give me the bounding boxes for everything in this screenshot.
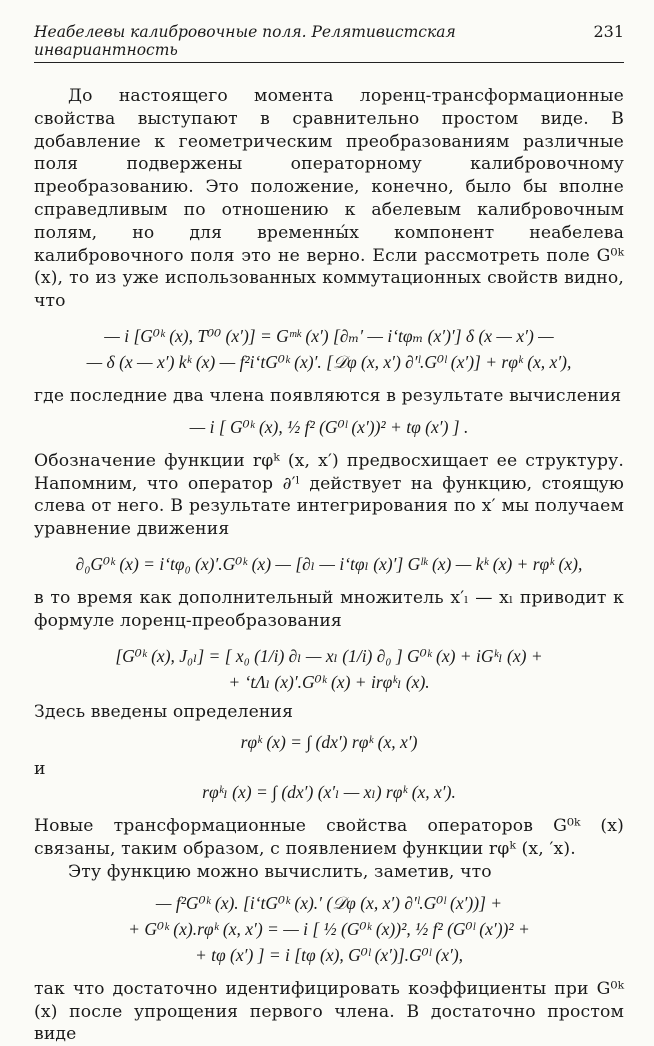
running-header [34,22,624,63]
equation-commutator-line-2: — δ (x — x′) kᵏ (x) — f²i‘tG⁰ᵏ (x)′. [𝒟φ (x, x′) ∂′ˡ.G⁰ˡ (x′)] + rφᵏ (x, x′), [86,351,572,372]
header-title: Неабелевы калибровочные поля. Релятивистская инвариантность [34,23,456,59]
book-page [34,22,624,1046]
paragraph-intro: До настоящего момента лоренц-трансформационные свойства выступают в сравнительно простом виде. В добавление к геометрическим преобразованиям различные поля подвержены операторному калибровочному преобразованию. Это положение, конечно, было бы вполне справедливым по отношению к абелевым калибровочным полям, но для временны́х компонент неабелева калибровочного поля это не верно. Если рассмотреть поле G⁰ᵏ (x), то из уже использованных коммутационных свойств видно, что [34,86,624,312]
equation-definition-r: rφᵏ (x) = ∫ (dx′) rφᵏ (x, x′) [240,732,418,753]
paragraph-last-terms: где последние два члена появляются в результате вычисления [34,385,622,406]
conjunction-and: и [34,759,46,780]
equation-computation: — i [ G⁰ᵏ (x), ½ f² (G⁰ˡ (x′))² + tφ (x′) ] . [189,416,469,437]
equation-identity-line-3: + tφ (x′) ] = i [tφ (x), G⁰ˡ (x′)].G⁰ˡ (x′), [194,944,464,965]
paragraph-definitions: Здесь введены определения [34,701,294,722]
equation-motion: ∂₀G⁰ᵏ (x) = i‘tφ₀ (x)′.G⁰ᵏ (x) — [∂ₗ — i‘tφₗ (x)′] Gˡᵏ (x) — kᵏ (x) + rφᵏ (x), [75,553,583,574]
equation-lorentz-line-2: + ‘tΛₗ (x)′.G⁰ᵏ (x) + irφᵏₗ (x). [228,671,430,692]
page-number: 231 [593,22,624,41]
paragraph-notation: Обозначение функции rφᵏ (x, x′) предвосхищает ее структуру. Напомним, что оператор ∂′ˡ действует на функцию, стоящую слева от него. В результате интегрирования по x′ мы получаем уравнение движения [34,450,624,540]
equation-identity-line-2: + G⁰ᵏ (x).rφᵏ (x, x′) = — i [ ½ (G⁰ᵏ (x))², ½ f² (G⁰ˡ (x′))² + [128,918,530,939]
paragraph-extra-factor: в то время как дополнительный множитель x′ₗ — xₗ приводит к формуле лоренц-преобразования [34,587,624,631]
paragraph-new-properties: Новые трансформационные свойства операторов G⁰ᵏ (x) связаны, таким образом, с появлением функции rφᵏ (x, ′x). [34,816,624,860]
equation-lorentz-line-1: [G⁰ᵏ (x), J₀ₗ] = [ x₀ (1/i) ∂ₗ — xₗ (1/i) ∂₀ ] G⁰ᵏ (x) + iGᵏₗ (x) + [115,645,543,666]
equation-commutator-line-1: — i [G⁰ᵏ (x), T⁰⁰ (x′)] = Gᵐᵏ (x′) [∂ₘ′ — i‘tφₘ (x′)′] δ (x — x′) — [104,325,554,346]
equation-definition-rl: rφᵏₗ (x) = ∫ (dx′) (x′ₗ — xₗ) rφᵏ (x, x′). [202,782,456,803]
equation-identity-line-1: — f²G⁰ᵏ (x). [i‘tG⁰ᵏ (x).′ (𝒟φ (x, x′) ∂′ˡ.G⁰ˡ (x′))] + [155,892,503,913]
paragraph-closing: так что достаточно идентифицировать коэффициенты при G⁰ᵏ (x) после упрощения первого члена. В достаточно простом виде [34,978,624,1045]
paragraph-compute: Эту функцию можно вычислить, заметив, что [68,861,492,882]
